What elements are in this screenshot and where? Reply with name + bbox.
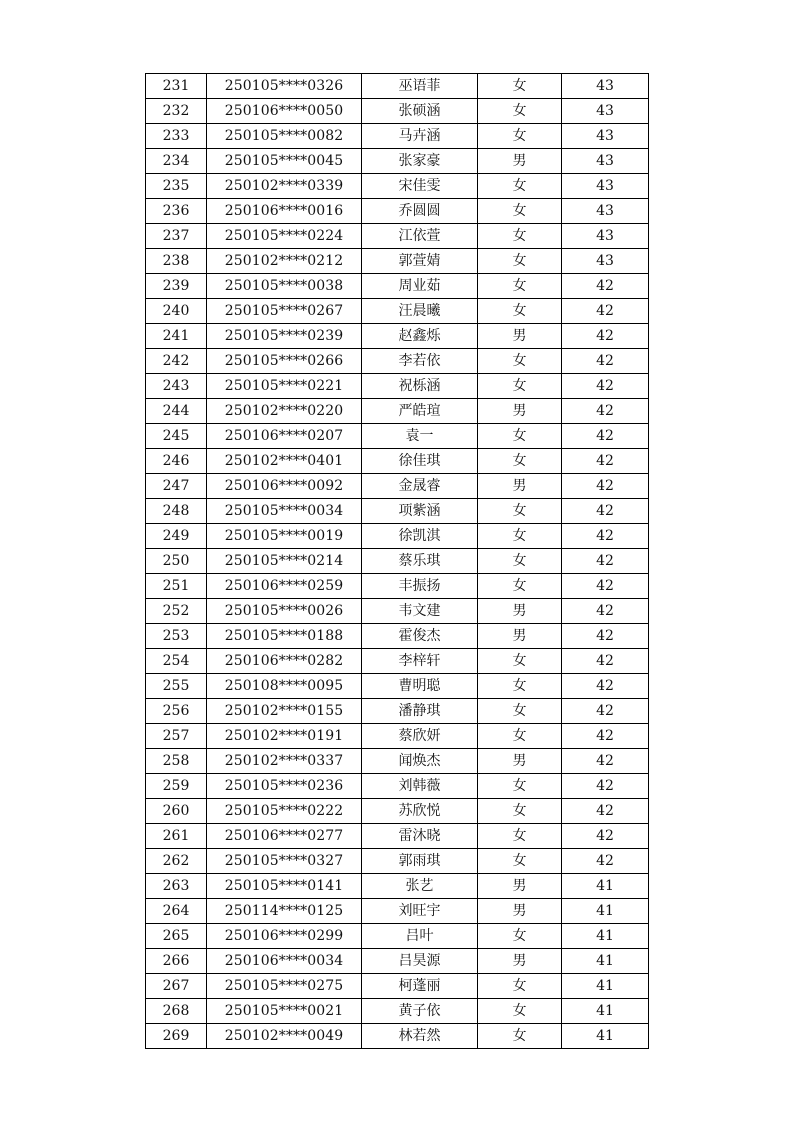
row-number-cell: 267 <box>146 974 207 999</box>
gender-cell: 女 <box>478 249 562 274</box>
student-name-cell: 巫语菲 <box>362 74 478 99</box>
gender-cell: 男 <box>478 874 562 899</box>
student-name-cell: 江依萱 <box>362 224 478 249</box>
row-number-cell: 231 <box>146 74 207 99</box>
gender-cell: 女 <box>478 124 562 149</box>
score-cell: 42 <box>562 524 649 549</box>
score-cell: 42 <box>562 374 649 399</box>
student-name-cell: 蔡欣妍 <box>362 724 478 749</box>
gender-cell: 女 <box>478 524 562 549</box>
table-row <box>146 474 649 499</box>
gender-cell: 女 <box>478 449 562 474</box>
score-cell: 42 <box>562 724 649 749</box>
masked-id-cell: 250105****0222 <box>207 799 362 824</box>
row-number-cell: 269 <box>146 1024 207 1049</box>
row-number-cell: 252 <box>146 599 207 624</box>
student-name-cell: 赵鑫烁 <box>362 324 478 349</box>
student-name-cell: 张家豪 <box>362 149 478 174</box>
score-cell: 43 <box>562 74 649 99</box>
student-name-cell: 吕昊源 <box>362 949 478 974</box>
student-name-cell: 袁一 <box>362 424 478 449</box>
table-row <box>146 749 649 774</box>
score-cell: 42 <box>562 699 649 724</box>
gender-cell: 女 <box>478 699 562 724</box>
masked-id-cell: 250105****0188 <box>207 624 362 649</box>
masked-id-cell: 250105****0224 <box>207 224 362 249</box>
gender-cell: 男 <box>478 599 562 624</box>
masked-id-cell: 250108****0095 <box>207 674 362 699</box>
table-row <box>146 74 649 99</box>
row-number-cell: 264 <box>146 899 207 924</box>
row-number-cell: 255 <box>146 674 207 699</box>
row-number-cell: 259 <box>146 774 207 799</box>
masked-id-cell: 250102****0401 <box>207 449 362 474</box>
masked-id-cell: 250106****0050 <box>207 99 362 124</box>
table-row <box>146 299 649 324</box>
row-number-cell: 263 <box>146 874 207 899</box>
row-number-cell: 257 <box>146 724 207 749</box>
row-number-cell: 232 <box>146 99 207 124</box>
gender-cell: 女 <box>478 924 562 949</box>
roster-table-body <box>146 74 649 1049</box>
row-number-cell: 237 <box>146 224 207 249</box>
masked-id-cell: 250105****0239 <box>207 324 362 349</box>
gender-cell: 女 <box>478 74 562 99</box>
student-name-cell: 林若然 <box>362 1024 478 1049</box>
row-number-cell: 253 <box>146 624 207 649</box>
student-name-cell: 宋佳雯 <box>362 174 478 199</box>
table-row <box>146 99 649 124</box>
table-row <box>146 149 649 174</box>
masked-id-cell: 250102****0212 <box>207 249 362 274</box>
row-number-cell: 241 <box>146 324 207 349</box>
gender-cell: 男 <box>478 749 562 774</box>
gender-cell: 女 <box>478 574 562 599</box>
table-row <box>146 599 649 624</box>
gender-cell: 女 <box>478 299 562 324</box>
row-number-cell: 260 <box>146 799 207 824</box>
score-cell: 43 <box>562 249 649 274</box>
table-row <box>146 174 649 199</box>
table-row <box>146 649 649 674</box>
table-row <box>146 624 649 649</box>
gender-cell: 女 <box>478 774 562 799</box>
roster-table <box>145 73 649 1049</box>
row-number-cell: 240 <box>146 299 207 324</box>
masked-id-cell: 250106****0092 <box>207 474 362 499</box>
score-cell: 43 <box>562 174 649 199</box>
gender-cell: 女 <box>478 999 562 1024</box>
table-row <box>146 724 649 749</box>
table-row <box>146 1024 649 1049</box>
student-name-cell: 丰振扬 <box>362 574 478 599</box>
masked-id-cell: 250102****0191 <box>207 724 362 749</box>
student-name-cell: 严皓瑄 <box>362 399 478 424</box>
masked-id-cell: 250105****0021 <box>207 999 362 1024</box>
gender-cell: 女 <box>478 424 562 449</box>
row-number-cell: 250 <box>146 549 207 574</box>
table-row <box>146 499 649 524</box>
score-cell: 41 <box>562 899 649 924</box>
masked-id-cell: 250102****0049 <box>207 1024 362 1049</box>
row-number-cell: 266 <box>146 949 207 974</box>
table-row <box>146 274 649 299</box>
score-cell: 41 <box>562 924 649 949</box>
student-name-cell: 汪晨曦 <box>362 299 478 324</box>
table-row <box>146 699 649 724</box>
row-number-cell: 245 <box>146 424 207 449</box>
masked-id-cell: 250105****0221 <box>207 374 362 399</box>
row-number-cell: 249 <box>146 524 207 549</box>
row-number-cell: 247 <box>146 474 207 499</box>
gender-cell: 女 <box>478 274 562 299</box>
table-row <box>146 899 649 924</box>
student-name-cell: 金晟睿 <box>362 474 478 499</box>
student-name-cell: 潘静琪 <box>362 699 478 724</box>
score-cell: 42 <box>562 624 649 649</box>
gender-cell: 女 <box>478 349 562 374</box>
gender-cell: 女 <box>478 1024 562 1049</box>
student-name-cell: 李若依 <box>362 349 478 374</box>
score-cell: 41 <box>562 949 649 974</box>
student-name-cell: 徐佳琪 <box>362 449 478 474</box>
student-name-cell: 郭萱婧 <box>362 249 478 274</box>
table-row <box>146 999 649 1024</box>
gender-cell: 女 <box>478 549 562 574</box>
gender-cell: 女 <box>478 99 562 124</box>
gender-cell: 男 <box>478 399 562 424</box>
score-cell: 42 <box>562 749 649 774</box>
score-cell: 43 <box>562 224 649 249</box>
gender-cell: 男 <box>478 899 562 924</box>
masked-id-cell: 250102****0337 <box>207 749 362 774</box>
score-cell: 41 <box>562 974 649 999</box>
score-cell: 43 <box>562 149 649 174</box>
table-row <box>146 349 649 374</box>
table-row <box>146 824 649 849</box>
table-row <box>146 249 649 274</box>
student-name-cell: 乔圆圆 <box>362 199 478 224</box>
student-name-cell: 柯蓬丽 <box>362 974 478 999</box>
table-row <box>146 849 649 874</box>
table-row <box>146 224 649 249</box>
masked-id-cell: 250105****0275 <box>207 974 362 999</box>
masked-id-cell: 250105****0266 <box>207 349 362 374</box>
table-row <box>146 924 649 949</box>
gender-cell: 女 <box>478 199 562 224</box>
table-row <box>146 199 649 224</box>
gender-cell: 女 <box>478 649 562 674</box>
table-row <box>146 774 649 799</box>
row-number-cell: 261 <box>146 824 207 849</box>
document-page <box>145 73 649 1049</box>
student-name-cell: 祝栎涵 <box>362 374 478 399</box>
score-cell: 42 <box>562 849 649 874</box>
student-name-cell: 徐凯淇 <box>362 524 478 549</box>
table-row <box>146 524 649 549</box>
masked-id-cell: 250105****0038 <box>207 274 362 299</box>
row-number-cell: 265 <box>146 924 207 949</box>
student-name-cell: 闻焕杰 <box>362 749 478 774</box>
table-row <box>146 549 649 574</box>
row-number-cell: 256 <box>146 699 207 724</box>
gender-cell: 女 <box>478 724 562 749</box>
table-row <box>146 424 649 449</box>
row-number-cell: 233 <box>146 124 207 149</box>
table-row <box>146 374 649 399</box>
row-number-cell: 254 <box>146 649 207 674</box>
row-number-cell: 234 <box>146 149 207 174</box>
student-name-cell: 项紫涵 <box>362 499 478 524</box>
masked-id-cell: 250105****0326 <box>207 74 362 99</box>
score-cell: 42 <box>562 824 649 849</box>
row-number-cell: 244 <box>146 399 207 424</box>
score-cell: 42 <box>562 474 649 499</box>
gender-cell: 女 <box>478 849 562 874</box>
masked-id-cell: 250102****0220 <box>207 399 362 424</box>
student-name-cell: 张硕涵 <box>362 99 478 124</box>
student-name-cell: 韦文建 <box>362 599 478 624</box>
student-name-cell: 李梓轩 <box>362 649 478 674</box>
score-cell: 43 <box>562 199 649 224</box>
row-number-cell: 238 <box>146 249 207 274</box>
gender-cell: 女 <box>478 224 562 249</box>
masked-id-cell: 250105****0267 <box>207 299 362 324</box>
score-cell: 41 <box>562 999 649 1024</box>
gender-cell: 女 <box>478 674 562 699</box>
masked-id-cell: 250105****0019 <box>207 524 362 549</box>
score-cell: 42 <box>562 674 649 699</box>
student-name-cell: 刘韩薇 <box>362 774 478 799</box>
student-name-cell: 霍俊杰 <box>362 624 478 649</box>
score-cell: 42 <box>562 299 649 324</box>
score-cell: 43 <box>562 99 649 124</box>
row-number-cell: 239 <box>146 274 207 299</box>
gender-cell: 女 <box>478 374 562 399</box>
gender-cell: 女 <box>478 824 562 849</box>
gender-cell: 女 <box>478 174 562 199</box>
row-number-cell: 258 <box>146 749 207 774</box>
table-row <box>146 399 649 424</box>
gender-cell: 女 <box>478 974 562 999</box>
row-number-cell: 251 <box>146 574 207 599</box>
score-cell: 42 <box>562 324 649 349</box>
score-cell: 42 <box>562 774 649 799</box>
row-number-cell: 236 <box>146 199 207 224</box>
masked-id-cell: 250105****0034 <box>207 499 362 524</box>
student-name-cell: 刘旺宇 <box>362 899 478 924</box>
score-cell: 41 <box>562 874 649 899</box>
score-cell: 42 <box>562 399 649 424</box>
table-row <box>146 124 649 149</box>
table-row <box>146 574 649 599</box>
masked-id-cell: 250106****0016 <box>207 199 362 224</box>
student-name-cell: 吕叶 <box>362 924 478 949</box>
student-name-cell: 黄子依 <box>362 999 478 1024</box>
score-cell: 42 <box>562 574 649 599</box>
masked-id-cell: 250114****0125 <box>207 899 362 924</box>
table-row <box>146 674 649 699</box>
row-number-cell: 243 <box>146 374 207 399</box>
student-name-cell: 张艺 <box>362 874 478 899</box>
row-number-cell: 246 <box>146 449 207 474</box>
table-row <box>146 324 649 349</box>
gender-cell: 男 <box>478 949 562 974</box>
score-cell: 42 <box>562 499 649 524</box>
gender-cell: 男 <box>478 324 562 349</box>
masked-id-cell: 250105****0082 <box>207 124 362 149</box>
student-name-cell: 周业茹 <box>362 274 478 299</box>
score-cell: 42 <box>562 349 649 374</box>
masked-id-cell: 250106****0277 <box>207 824 362 849</box>
table-row <box>146 799 649 824</box>
masked-id-cell: 250105****0214 <box>207 549 362 574</box>
masked-id-cell: 250105****0236 <box>207 774 362 799</box>
student-name-cell: 马卉涵 <box>362 124 478 149</box>
table-row <box>146 449 649 474</box>
student-name-cell: 郭雨琪 <box>362 849 478 874</box>
gender-cell: 男 <box>478 474 562 499</box>
masked-id-cell: 250105****0045 <box>207 149 362 174</box>
score-cell: 42 <box>562 799 649 824</box>
gender-cell: 女 <box>478 499 562 524</box>
row-number-cell: 268 <box>146 999 207 1024</box>
masked-id-cell: 250102****0339 <box>207 174 362 199</box>
row-number-cell: 248 <box>146 499 207 524</box>
gender-cell: 男 <box>478 624 562 649</box>
table-row <box>146 949 649 974</box>
row-number-cell: 235 <box>146 174 207 199</box>
score-cell: 42 <box>562 549 649 574</box>
score-cell: 43 <box>562 124 649 149</box>
gender-cell: 男 <box>478 149 562 174</box>
score-cell: 42 <box>562 274 649 299</box>
row-number-cell: 262 <box>146 849 207 874</box>
table-row <box>146 874 649 899</box>
row-number-cell: 242 <box>146 349 207 374</box>
masked-id-cell: 250105****0026 <box>207 599 362 624</box>
score-cell: 42 <box>562 599 649 624</box>
masked-id-cell: 250106****0207 <box>207 424 362 449</box>
score-cell: 41 <box>562 1024 649 1049</box>
student-name-cell: 曹明聪 <box>362 674 478 699</box>
student-name-cell: 雷沐晓 <box>362 824 478 849</box>
masked-id-cell: 250105****0327 <box>207 849 362 874</box>
gender-cell: 女 <box>478 799 562 824</box>
score-cell: 42 <box>562 424 649 449</box>
masked-id-cell: 250102****0155 <box>207 699 362 724</box>
student-name-cell: 蔡乐琪 <box>362 549 478 574</box>
score-cell: 42 <box>562 649 649 674</box>
masked-id-cell: 250105****0141 <box>207 874 362 899</box>
masked-id-cell: 250106****0282 <box>207 649 362 674</box>
student-name-cell: 苏欣悦 <box>362 799 478 824</box>
score-cell: 42 <box>562 449 649 474</box>
masked-id-cell: 250106****0299 <box>207 924 362 949</box>
masked-id-cell: 250106****0034 <box>207 949 362 974</box>
table-row <box>146 974 649 999</box>
masked-id-cell: 250106****0259 <box>207 574 362 599</box>
